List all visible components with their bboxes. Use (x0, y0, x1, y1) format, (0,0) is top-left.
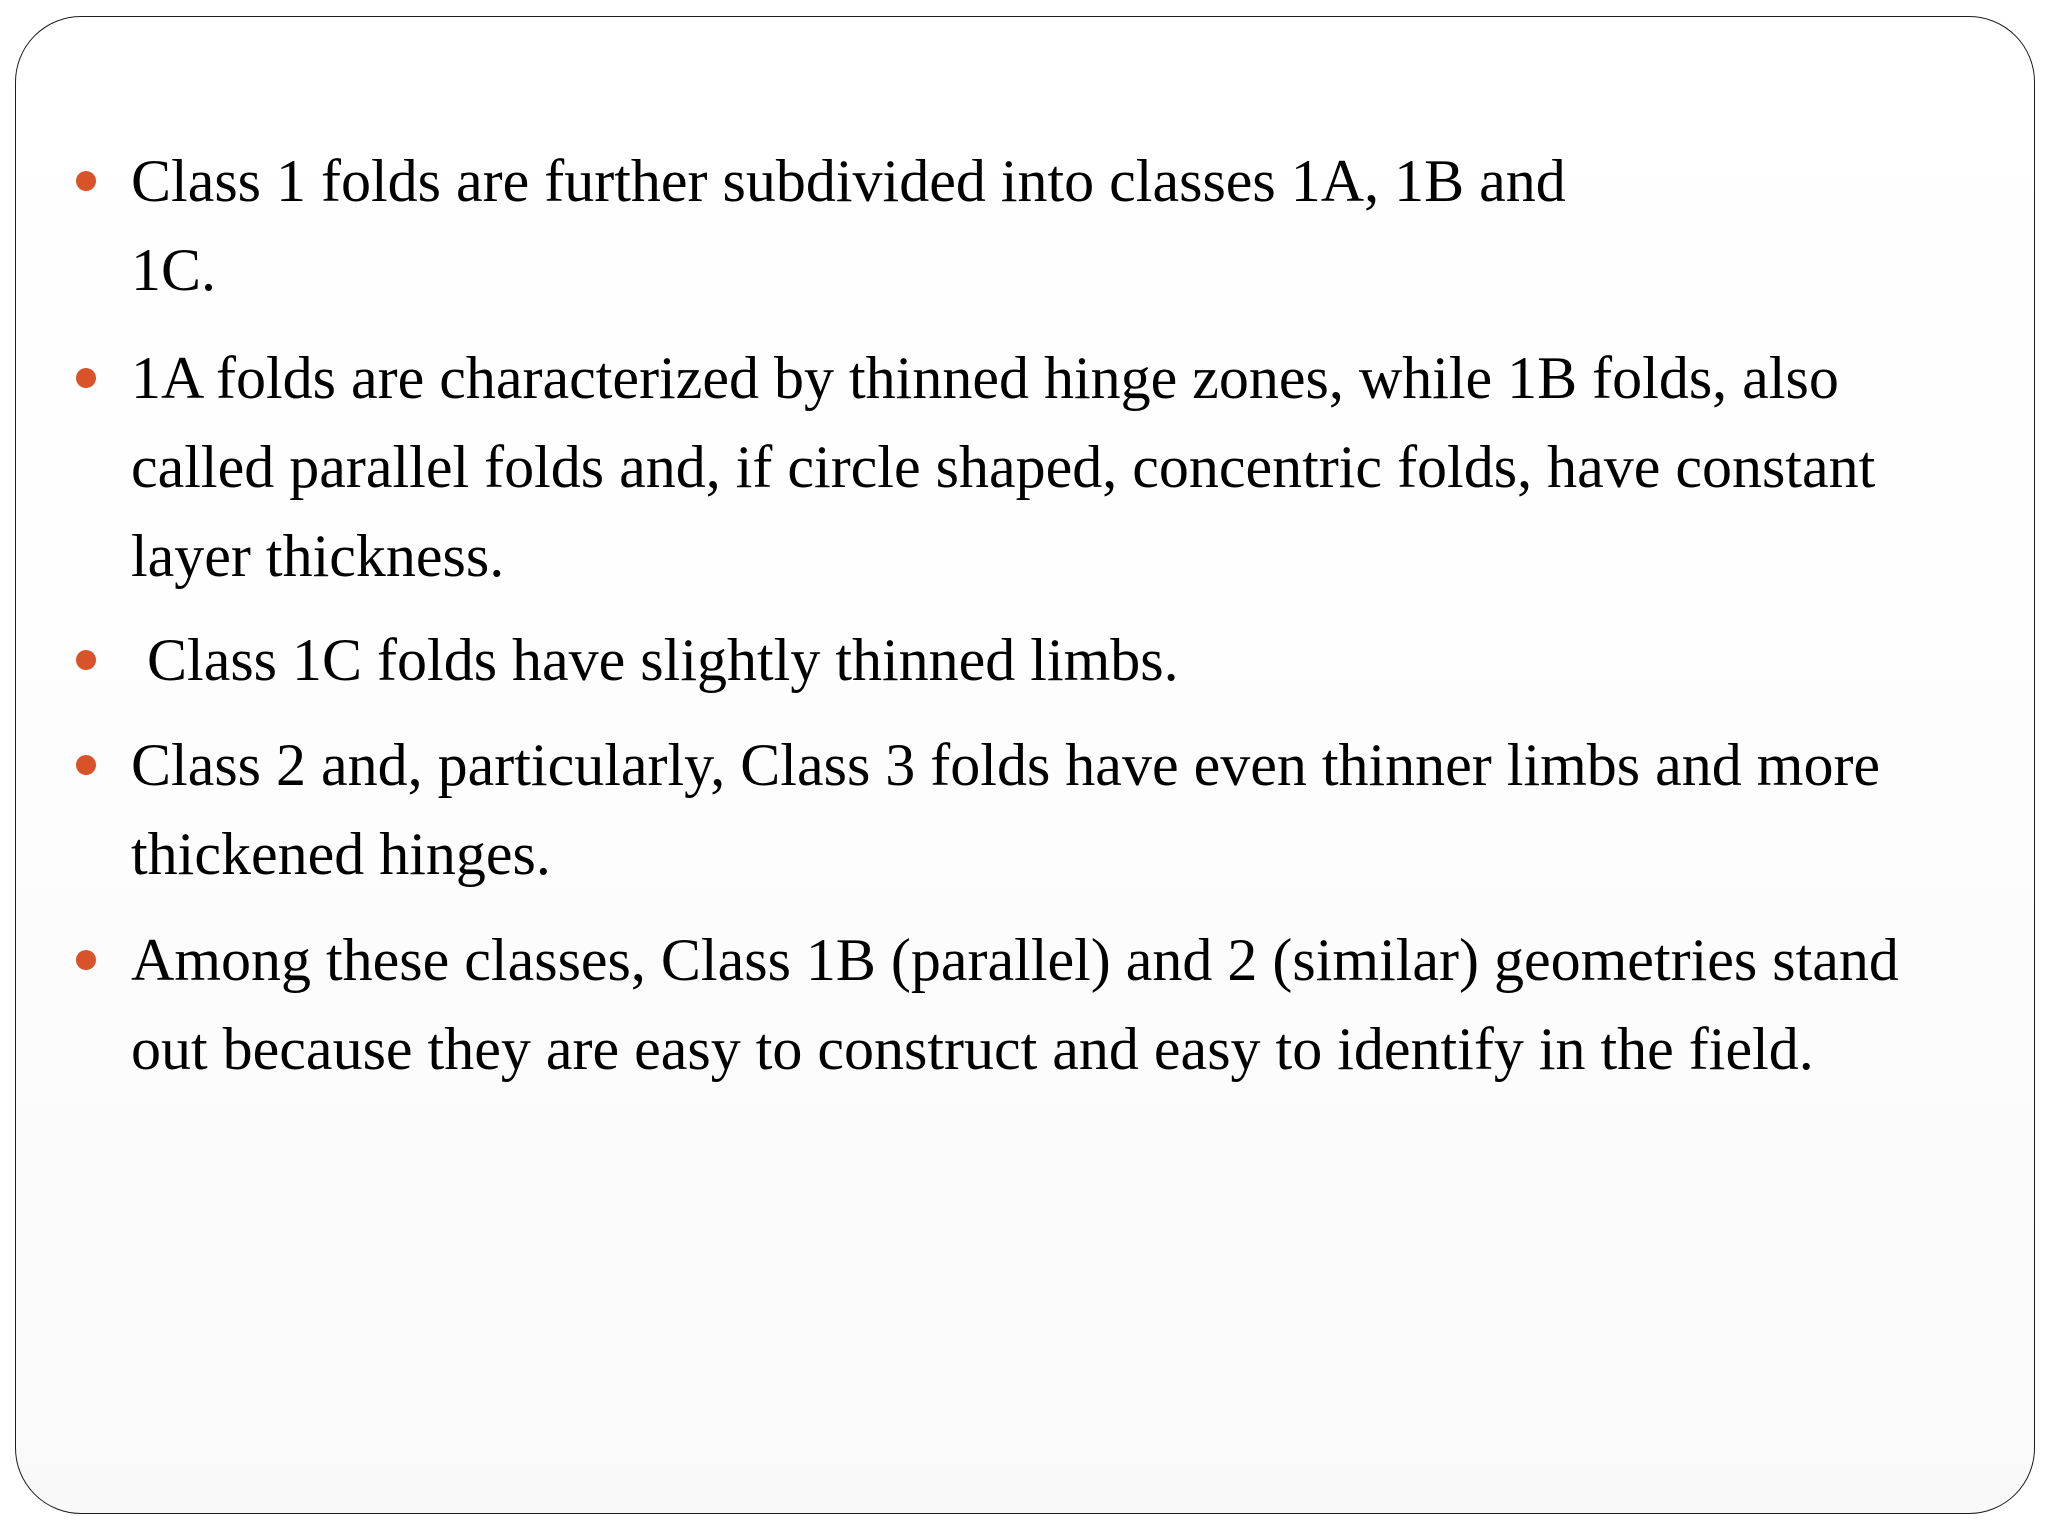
bullet-text: Class 2 and, particularly, Class 3 folds have even thinner limbs and more thickened hinges. (131, 732, 1881, 887)
bullet-dot-icon (76, 171, 96, 191)
bullet-item (131, 616, 1961, 705)
bullet-text: Class 1C folds have slightly thinned limbs. (147, 627, 1179, 693)
bullet-dot-icon (76, 755, 96, 775)
bullet-text: 1A folds are characterized by thinned hinge zones, while 1B folds, also called parallel folds and, if circle shaped, concentric folds, have constant layer thickness. (131, 345, 1876, 589)
bullet-text: Among these classes, Class 1B (parallel) and 2 (similar) geometries stand out because they are easy to construct and easy to identify in the field. (131, 927, 1899, 1082)
bullet-item (131, 137, 1631, 315)
bullet-dot-icon (76, 650, 96, 670)
bullet-dot-icon (76, 950, 96, 970)
bullet-item (131, 721, 1961, 899)
bullet-item (131, 916, 1961, 1094)
bullet-dot-icon (76, 368, 96, 388)
bullet-text: Class 1 folds are further subdivided into classes 1A, 1B and 1C. (131, 148, 1566, 303)
bullet-item (131, 334, 1961, 601)
